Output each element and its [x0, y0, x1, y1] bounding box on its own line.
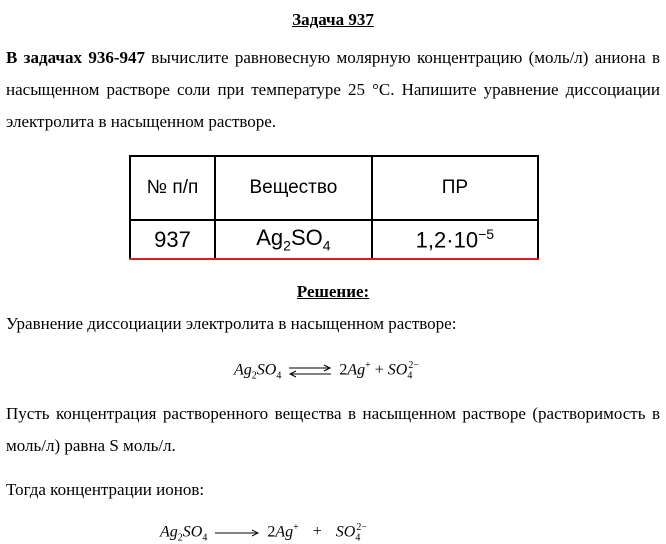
dissociation-equation-2: $Ag_2SO_4$ $2Ag^+ + SO_4^{2-}$ — [160, 522, 367, 544]
header-kps: ПР — [372, 156, 538, 220]
problem-statement — [6, 42, 660, 138]
table-header-row — [130, 156, 538, 220]
reaction-arrow-icon — [213, 528, 261, 538]
problem-text: вычислите равновесную молярную концентрацию (моль/л) аниона в насыщенном растворе соли при температуре 25 °С. Напишите уравнение диссоциации электролита в насыщенном растворе. — [6, 48, 660, 131]
equilibrium-arrow-icon — [287, 364, 333, 378]
dissociation-equation: $Ag_2SO_4$ $2Ag^+ + SO_4^{2-}$ — [234, 360, 419, 382]
problem-range: В задачах 936-947 — [6, 48, 145, 67]
cell-kps: $1,2\cdot 10^{-5}$ — [372, 220, 538, 259]
equation-intro: Уравнение диссоциации электролита в насыщенном растворе: — [6, 314, 457, 333]
substance-table — [129, 155, 539, 260]
header-substance: Вещество — [215, 156, 372, 220]
paragraph-ion-concentrations: Тогда концентрации ионов: — [6, 480, 205, 499]
problem-title: Задача 937 — [292, 10, 374, 29]
header-number: № п/п — [130, 156, 215, 220]
solution-title: Решение: — [296, 282, 370, 301]
paragraph-solubility: Пусть концентрация растворенного вещества в насыщенном растворе (растворимость в моль/л) равна S моль/л. — [6, 404, 660, 455]
table-row — [130, 220, 538, 259]
cell-substance: $Ag_2SO_4$ — [215, 220, 372, 259]
cell-number: 937 — [130, 220, 215, 259]
